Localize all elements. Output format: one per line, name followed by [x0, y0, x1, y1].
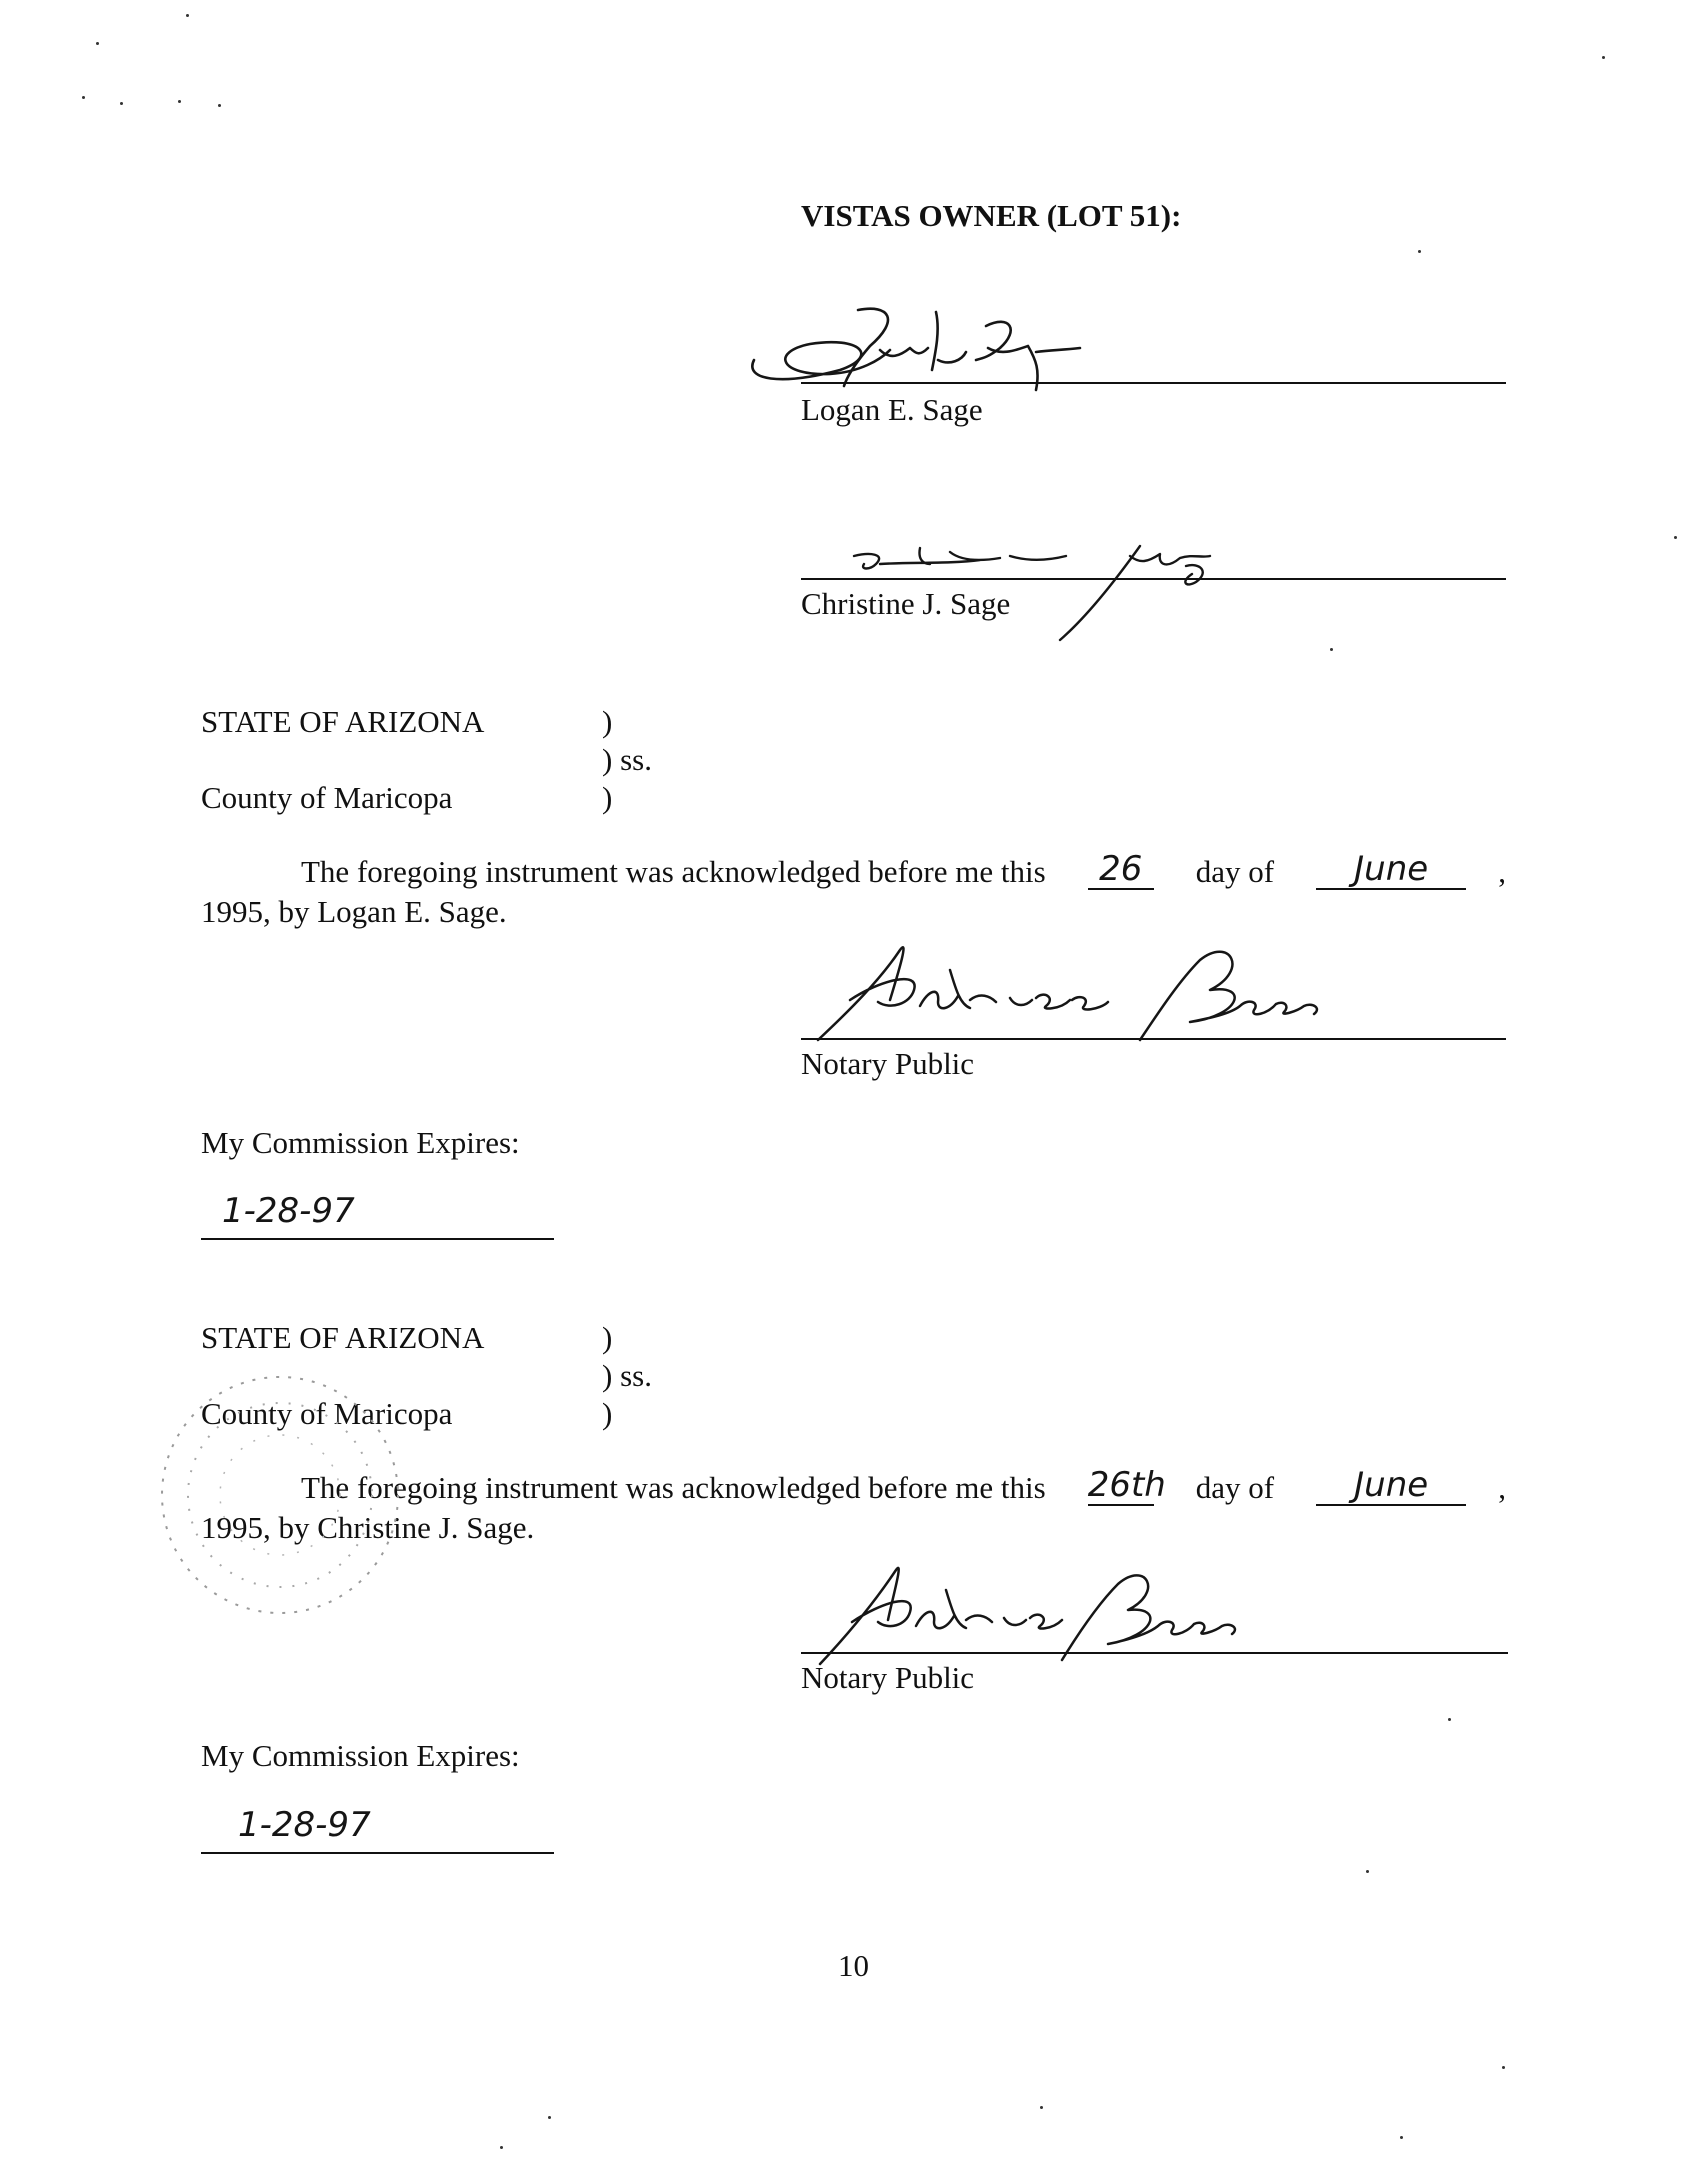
ack1-commission-line	[201, 1238, 554, 1240]
scan-speck	[1418, 250, 1421, 253]
ack2-commission-line	[201, 1852, 554, 1854]
owner-heading: VISTAS OWNER (LOT 51):	[801, 198, 1182, 233]
ack1-statement-line1	[301, 850, 1506, 890]
ack2-notary-label: Notary Public	[801, 1660, 975, 1695]
christine-signature-line	[801, 578, 1506, 580]
ack2-statement-line1	[301, 1466, 1506, 1506]
ack2-ss: ) ss.	[602, 1358, 652, 1393]
ack1-statement-line2: 1995, by Logan E. Sage.	[201, 894, 507, 929]
scan-speck	[1674, 536, 1677, 539]
ack2-comma: ,	[1498, 1470, 1506, 1505]
ack2-commission-date: 1-28-97	[238, 1805, 371, 1845]
ack1-state: STATE OF ARIZONA	[201, 704, 485, 739]
ack1-comma: ,	[1498, 854, 1506, 889]
logan-signature-line	[801, 382, 1506, 384]
scan-speck	[82, 96, 85, 99]
ack2-day-of: day of	[1195, 1470, 1275, 1505]
signer2-name: Christine J. Sage	[801, 586, 1011, 621]
ack2-statement-text: The foregoing instrument was acknowledged before me this	[301, 1470, 1046, 1505]
ack1-paren-1: )	[602, 704, 613, 739]
ack2-month-field	[1316, 1466, 1466, 1506]
notary-signature-line-2	[801, 1652, 1508, 1654]
scan-speck	[96, 42, 99, 45]
ack2-county: County of Maricopa	[201, 1396, 453, 1431]
ack2-day-value: 26th	[1087, 1465, 1166, 1505]
ack2-state: STATE OF ARIZONA	[201, 1320, 485, 1355]
page-number: 10	[838, 1948, 869, 1983]
ack2-month-value: June	[1354, 1465, 1429, 1505]
scan-speck	[1040, 2106, 1043, 2109]
ack1-paren-3: )	[602, 780, 613, 815]
ack1-commission-label: My Commission Expires:	[201, 1125, 520, 1160]
scan-speck	[178, 100, 181, 103]
signer1-name: Logan E. Sage	[801, 392, 983, 427]
scan-speck	[186, 14, 189, 17]
ack1-day-of: day of	[1195, 854, 1275, 889]
scan-speck	[1448, 1718, 1451, 1721]
scan-speck	[218, 104, 221, 107]
notary-seal-impression	[140, 1360, 420, 1630]
scan-speck	[1400, 2136, 1403, 2139]
ack2-statement-line2: 1995, by Christine J. Sage.	[201, 1510, 535, 1545]
ack2-day-field	[1087, 1465, 1166, 1506]
ack2-commission-label: My Commission Expires:	[201, 1738, 520, 1773]
ack1-notary-label: Notary Public	[801, 1046, 975, 1081]
scan-speck	[1330, 648, 1333, 651]
ack1-day-value: 26	[1099, 849, 1143, 889]
ack1-ss: ) ss.	[602, 742, 652, 777]
scan-speck	[1602, 56, 1605, 59]
notary-signature-1	[810, 940, 1330, 1050]
ack1-county: County of Maricopa	[201, 780, 453, 815]
scan-speck	[120, 102, 123, 105]
ack1-day-field	[1088, 850, 1154, 890]
scan-speck	[1366, 1870, 1369, 1873]
ack1-month-value: June	[1354, 849, 1429, 889]
ack2-paren-1: )	[602, 1320, 613, 1355]
scan-speck	[548, 2116, 551, 2119]
scan-speck	[1502, 2066, 1505, 2069]
scan-speck	[500, 2146, 503, 2149]
notary-signature-line-1	[801, 1038, 1506, 1040]
ack1-statement-text: The foregoing instrument was acknowledged before me this	[301, 854, 1046, 889]
ack2-paren-3: )	[602, 1396, 613, 1431]
ack1-month-field	[1316, 850, 1466, 890]
ack1-commission-date: 1-28-97	[222, 1191, 355, 1231]
